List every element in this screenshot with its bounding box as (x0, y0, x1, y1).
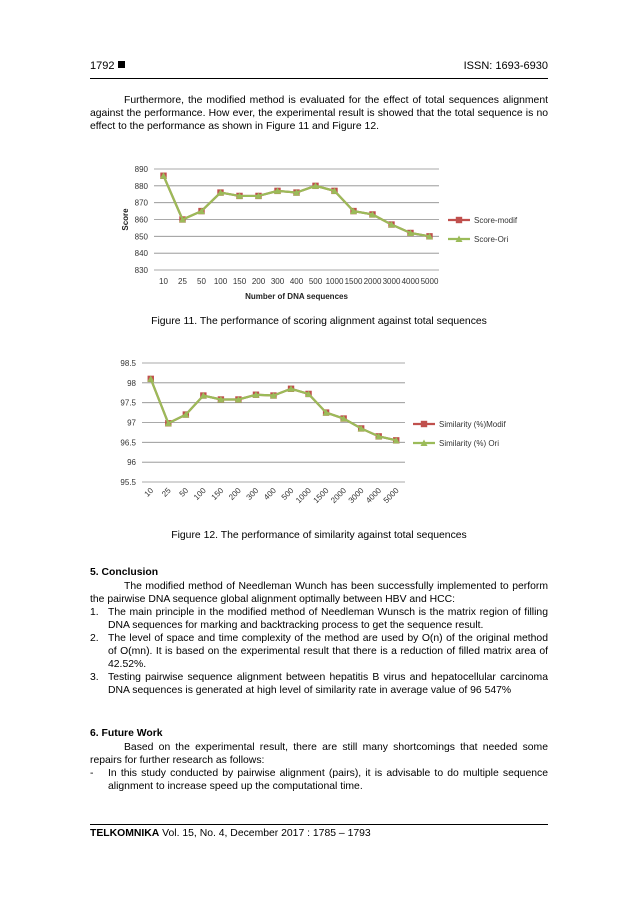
footer: TELKOMNIKA Vol. 15, No. 4, December 2017 : 1785 – 1793 (90, 828, 371, 839)
x-tick-label: 10 (142, 486, 156, 499)
x-tick-label: 400 (262, 486, 278, 502)
header-rule (90, 78, 548, 79)
y-tick-label: 890 (134, 165, 148, 174)
intro-paragraph: Furthermore, the modified method is evaluated for the effect of total sequences alignment against the performance. How ever, the experimental result is showed that the total sequence is no effect to the performance as shown in Figure 11 and Figure 12. (90, 95, 548, 132)
x-axis-title: Number of DNA sequences (245, 292, 348, 301)
y-tick-label: 870 (134, 198, 148, 208)
figure-12-caption: Figure 12. The performance of similarity against total sequences (171, 530, 467, 541)
figure-11-chart (90, 150, 548, 308)
x-tick-label: 5000 (381, 486, 401, 505)
x-tick-label: 1500 (311, 486, 331, 505)
y-tick-label: 98 (127, 378, 136, 388)
y-tick-label: 880 (134, 181, 148, 191)
legend-label: Similarity (%)Modif (439, 420, 506, 429)
legend-marker (456, 217, 462, 223)
x-tick-label: 5000 (420, 277, 439, 286)
x-tick-label: 1000 (325, 277, 344, 286)
legend-label: Similarity (%) Ori (439, 439, 499, 448)
y-tick-label: 96.5 (120, 438, 136, 448)
list-item: - In this study conducted by pairwise alignment (pairs), it is advisable to do multiple sequence alignment to increase speed up the computational time. (90, 768, 548, 792)
x-tick-label: 1000 (294, 486, 313, 505)
y-tick-label: 95.5 (120, 478, 136, 487)
y-tick-label: 850 (134, 232, 148, 242)
x-tick-label: 500 (279, 486, 296, 502)
x-tick-label: 200 (251, 277, 266, 286)
conclusion-intro: The modified method of Needleman Wunch has been successfully implemented to perform the pairwise DNA sequence global alignment optimally between HBV and HCC: (90, 581, 548, 605)
x-tick-label: 2000 (329, 486, 349, 505)
x-tick-label: 200 (227, 486, 243, 502)
legend-label: Score-modif (474, 216, 518, 225)
x-tick-label: 4000 (401, 277, 420, 286)
x-tick-label: 500 (308, 277, 323, 286)
x-tick-label: 100 (191, 486, 208, 502)
square-bullet-icon (118, 61, 125, 68)
page-number: 1792 (90, 60, 125, 72)
y-tick-label: 830 (134, 266, 148, 275)
conclusion-list (90, 606, 548, 697)
x-tick-label: 50 (177, 486, 191, 499)
future-work-intro: Based on the experimental result, there are still many shortcomings that needed some repairs for further research as follows: (90, 742, 548, 766)
list-item: 1. The main principle in the modified method of Needleman Wunsch is the matrix region of filling DNA sequences for marking and backtracking process to get the sequence result. (90, 607, 548, 631)
list-item: 2. The level of space and time complexity of the method are used by O(n) of the original method of O(mn). It is based on the experimental result that there is a reduction of filled matrix area of 42.52%. (90, 633, 548, 670)
x-tick-label: 3000 (346, 486, 366, 505)
x-tick-label: 300 (270, 277, 285, 286)
conclusion-heading: 5. Conclusion (90, 567, 159, 578)
list-item: 3. Testing pairwise sequence alignment between hepatitis B virus and hepatocellular carcinoma DNA sequences is generated at high level of similarity rate in average value of 96 547% (90, 672, 548, 696)
x-tick-label: 10 (159, 277, 168, 286)
legend-marker (421, 421, 427, 427)
y-tick-label: 840 (134, 249, 148, 259)
y-axis-title: Score (121, 208, 130, 231)
y-tick-label: 97 (127, 418, 136, 428)
y-tick-label: 860 (134, 215, 148, 225)
issn: ISSN: 1693-6930 (463, 60, 548, 72)
y-tick-label: 96 (127, 458, 136, 468)
x-tick-label: 400 (289, 277, 304, 286)
footer-rule (90, 824, 548, 825)
future-work-heading: 6. Future Work (90, 728, 163, 739)
x-tick-label: 4000 (364, 486, 384, 505)
y-tick-label: 98.5 (120, 359, 136, 368)
x-tick-label: 100 (213, 277, 228, 286)
x-tick-label: 150 (209, 486, 226, 502)
x-tick-label: 300 (244, 486, 261, 502)
y-tick-label: 97.5 (120, 398, 136, 408)
legend-label: Score-Ori (474, 235, 509, 244)
x-tick-label: 1500 (344, 277, 363, 286)
x-tick-label: 150 (232, 277, 247, 286)
future-work-list (90, 767, 548, 793)
figure-11-caption: Figure 11. The performance of scoring alignment against total sequences (151, 316, 487, 327)
x-tick-label: 50 (197, 277, 206, 286)
figure-12-chart (90, 348, 548, 518)
x-tick-label: 25 (160, 486, 173, 499)
x-tick-label: 25 (178, 277, 187, 286)
x-tick-label: 3000 (382, 277, 401, 286)
x-tick-label: 2000 (363, 277, 382, 286)
